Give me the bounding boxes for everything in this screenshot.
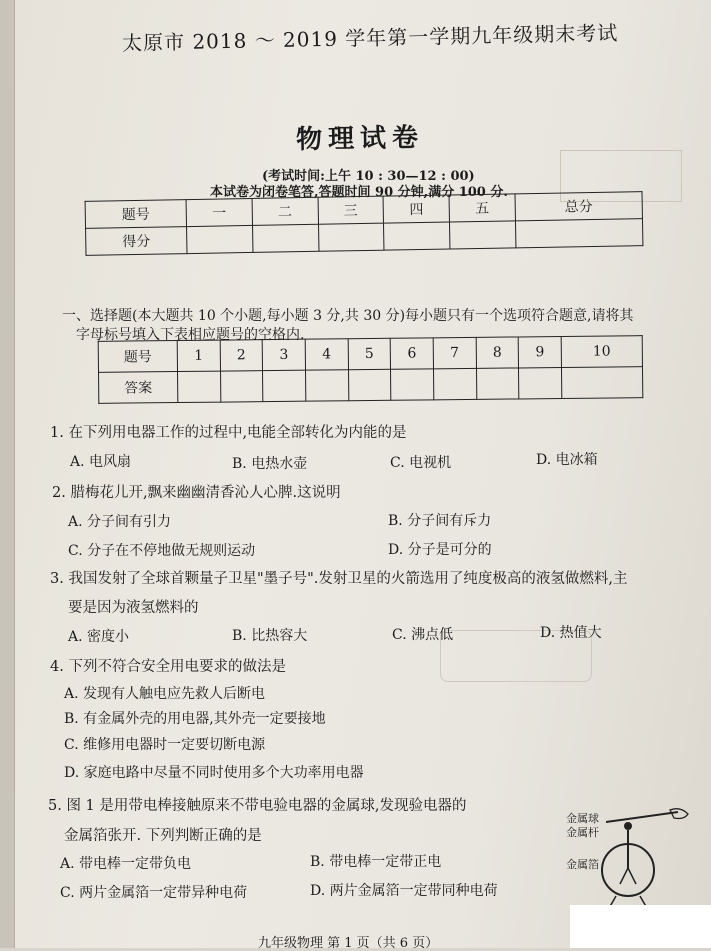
exam-title: 太原市 2018 ～ 2019 学年第一学期九年级期末考试 — [121, 20, 619, 56]
score-input-cell[interactable] — [515, 219, 643, 248]
answer-table-answer-row — [99, 367, 643, 404]
answer-option: B. 带电棒一定带正电 — [310, 854, 442, 870]
answer-option: D. 两片金属箔一定带同种电荷 — [310, 883, 498, 899]
answer-table — [98, 335, 644, 404]
score-table — [85, 191, 644, 256]
answer-option: D. 电冰箱 — [536, 452, 598, 468]
answer-option: C. 沸点低 — [392, 627, 454, 643]
answer-input-cell[interactable] — [391, 369, 434, 400]
score-input-cell[interactable] — [318, 223, 384, 251]
question-number-cell: 8 — [476, 337, 519, 368]
question-stem: 1. 在下列用电器工作的过程中,电能全部转化为内能的是 — [50, 425, 407, 441]
question-stem: 5. 图 1 是用带电棒接触原来不带电验电器的金属球,发现验电器的 — [48, 798, 467, 814]
answer-input-cell[interactable] — [220, 371, 263, 402]
question-stem-cont: 金属箔张开. 下列判断正确的是 — [64, 828, 262, 844]
answer-option: C. 电视机 — [390, 455, 452, 471]
score-cell: 四 — [383, 195, 449, 223]
answer-input-cell[interactable] — [476, 368, 519, 399]
question-number-cell: 3 — [262, 339, 305, 370]
question-number-cell: 2 — [220, 340, 263, 371]
answer-input-cell[interactable] — [305, 370, 348, 401]
answer-option: A. 密度小 — [68, 629, 130, 645]
answer-option: B. 有金属外壳的用电器,其外壳一定要接地 — [64, 711, 326, 727]
answer-option: B. 分子间有斥力 — [388, 513, 492, 529]
paper-subject-title: 物理试卷 — [295, 122, 425, 156]
label-metal-ball: 金属球 — [566, 812, 599, 825]
question-stem-cont: 要是因为液氢燃料的 — [68, 600, 199, 616]
exam-note: 本试卷为闭卷笔答,答题时间 90 分钟,满分 100 分. — [210, 185, 508, 200]
score-cell: 二 — [252, 197, 318, 225]
score-input-cell[interactable] — [450, 221, 516, 249]
question-stem: 3. 我国发射了全球首颗量子卫星"墨子号".发射卫星的火箭选用了纯度极高的液氢做燃料,主 — [50, 571, 628, 587]
answer-option: A. 电风扇 — [70, 454, 132, 470]
exam-time: (考试时间:上午 10 : 30—12 : 00) — [262, 169, 475, 184]
question-number-cell: 5 — [348, 338, 391, 369]
score-cell: 一 — [186, 198, 252, 226]
score-input-cell[interactable] — [384, 222, 450, 250]
question-number-cell: 4 — [305, 339, 348, 370]
question-number-cell: 9 — [518, 337, 561, 368]
score-cell: 总分 — [515, 192, 643, 221]
question-stem: 2. 腊梅花儿开,飘来幽幽清香沁人心脾.这说明 — [52, 485, 341, 501]
question-number-cell: 6 — [390, 338, 433, 369]
answer-option: A. 发现有人触电应先救人后断电 — [64, 686, 266, 702]
question-number-cell: 7 — [433, 337, 476, 368]
score-cell: 三 — [318, 196, 384, 224]
label-metal-rod: 金属杆 — [566, 826, 599, 839]
answer-option: C. 维修用电器时一定要切断电源 — [64, 737, 266, 753]
answer-option: D. 热值大 — [540, 625, 602, 641]
question-number-cell: 1 — [177, 340, 220, 371]
answer-option: A. 分子间有引力 — [68, 514, 172, 530]
score-cell: 五 — [449, 194, 515, 222]
score-input-cell[interactable] — [252, 224, 318, 252]
binding-margin — [0, 0, 15, 948]
cropped-corner — [570, 905, 711, 948]
answer-option: B. 电热水壶 — [232, 456, 308, 472]
answer-input-cell[interactable] — [561, 367, 642, 399]
page-footer: 九年级物理 第 1 页（共 6 页） — [258, 936, 439, 951]
answer-input-cell[interactable] — [519, 368, 562, 399]
label-metal-foil: 金属箔 — [566, 858, 599, 871]
answer-input-cell[interactable] — [348, 369, 391, 400]
question-stem: 4. 下列不符合安全用电要求的做法是 — [50, 659, 286, 675]
answer-option: C. 分子在不停地做无规则运动 — [68, 543, 256, 559]
answer-option: D. 分子是可分的 — [388, 542, 492, 558]
question-number-cell: 10 — [561, 336, 642, 368]
answer-input-cell[interactable] — [433, 368, 476, 399]
section-heading: 一、选择题(本大题共 10 个小题,每小题 3 分,共 30 分)每小题只有一个选项符合题意,请将其 — [62, 308, 634, 324]
score-row-label: 得分 — [86, 227, 187, 256]
score-cell: 题号 — [85, 200, 186, 229]
answer-row-label: 答案 — [99, 372, 178, 404]
answer-option: B. 比热容大 — [232, 628, 308, 644]
section-heading-cont: 字母标号填入下表相应题号的空格内. — [76, 327, 305, 343]
answer-option: D. 家庭电路中尽量不同时使用多个大功率用电器 — [64, 765, 364, 781]
answer-input-cell[interactable] — [178, 371, 221, 402]
answer-option: A. 带电棒一定带负电 — [60, 856, 192, 872]
answer-input-cell[interactable] — [263, 370, 306, 401]
answer-option: C. 两片金属箔一定带异种电荷 — [60, 885, 248, 901]
score-input-cell[interactable] — [187, 225, 253, 253]
answer-header-label: 题号 — [98, 341, 177, 373]
